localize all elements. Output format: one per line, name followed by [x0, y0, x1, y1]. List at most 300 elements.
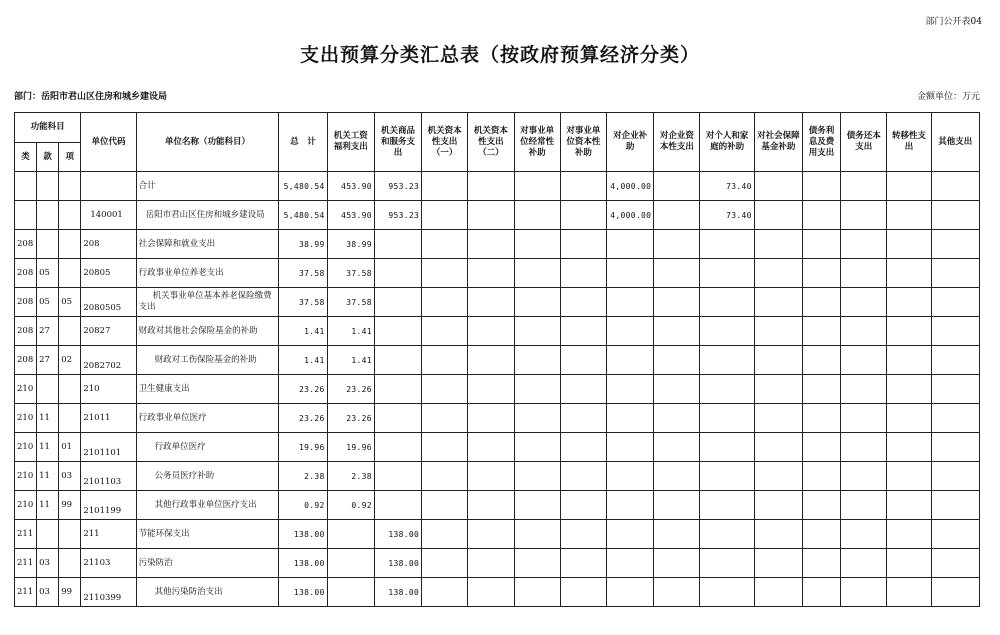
- cell-household-subsidy: [700, 375, 754, 404]
- cell-household-subsidy: [700, 230, 754, 259]
- cell-kuan: 11: [37, 404, 59, 433]
- cell-goods-services: [374, 259, 421, 288]
- cell-unit-code: 2101101: [81, 433, 136, 462]
- table-row: [15, 288, 980, 317]
- cell-empty: [422, 462, 468, 491]
- cell-lei: [15, 172, 37, 201]
- cell-empty: [931, 346, 979, 375]
- cell-xiang: 05: [59, 288, 81, 317]
- cell-kuan: [37, 375, 59, 404]
- table-row: [15, 462, 980, 491]
- cell-empty: [514, 404, 560, 433]
- cell-empty: [560, 578, 606, 607]
- cell-kuan: 27: [37, 317, 59, 346]
- table-row: [15, 578, 980, 607]
- cell-total: 38.99: [279, 230, 327, 259]
- cell-wage-welfare: 453.90: [327, 172, 374, 201]
- cell-empty: [422, 172, 468, 201]
- cell-wage-welfare: 453.90: [327, 201, 374, 230]
- cell-empty: [422, 404, 468, 433]
- table-row: [15, 259, 980, 288]
- cell-empty: [422, 491, 468, 520]
- cell-empty: [931, 433, 979, 462]
- cell-empty: [654, 462, 700, 491]
- cell-kuan: 27: [37, 346, 59, 375]
- cell-enterprise-subsidy: [607, 404, 654, 433]
- amount-unit-label: 金额单位：万元: [916, 92, 980, 102]
- cell-household-subsidy: 73.40: [700, 172, 754, 201]
- cell-total: 1.41: [279, 346, 327, 375]
- cell-empty: [931, 549, 979, 578]
- cell-empty: [514, 317, 560, 346]
- cell-unit-code: 2101199: [81, 491, 136, 520]
- header-lei: 类: [15, 143, 37, 172]
- cell-empty: [887, 172, 931, 201]
- cell-empty: [422, 549, 468, 578]
- table-row: [15, 172, 980, 201]
- cell-empty: [654, 491, 700, 520]
- cell-enterprise-subsidy: [607, 520, 654, 549]
- cell-enterprise-subsidy: [607, 375, 654, 404]
- cell-empty: [841, 346, 887, 375]
- cell-empty: [754, 375, 802, 404]
- cell-lei: 208: [15, 259, 37, 288]
- cell-unit-name: 财政对工伤保险基金的补助: [136, 346, 279, 375]
- cell-unit-code: 211: [81, 520, 136, 549]
- form-number: 部门公开表04: [925, 17, 982, 27]
- table-row: [15, 346, 980, 375]
- cell-household-subsidy: [700, 578, 754, 607]
- cell-goods-services: 953.23: [374, 172, 421, 201]
- cell-goods-services: [374, 491, 421, 520]
- cell-empty: [754, 433, 802, 462]
- cell-kuan: 11: [37, 491, 59, 520]
- cell-total: 138.00: [279, 520, 327, 549]
- cell-total: 37.58: [279, 288, 327, 317]
- cell-xiang: 03: [59, 462, 81, 491]
- cell-wage-welfare: 37.58: [327, 288, 374, 317]
- cell-empty: [422, 201, 468, 230]
- cell-household-subsidy: [700, 433, 754, 462]
- table-row: [15, 230, 980, 259]
- cell-empty: [887, 201, 931, 230]
- cell-empty: [887, 375, 931, 404]
- cell-lei: 208: [15, 230, 37, 259]
- cell-kuan: 05: [37, 288, 59, 317]
- cell-unit-code: 2101103: [81, 462, 136, 491]
- cell-unit-code: 2110399: [81, 578, 136, 607]
- cell-goods-services: 138.00: [374, 520, 421, 549]
- cell-empty: [887, 230, 931, 259]
- cell-unit-name: 公务员医疗补助: [136, 462, 279, 491]
- cell-xiang: [59, 201, 81, 230]
- cell-total: 138.00: [279, 549, 327, 578]
- table-row: [15, 404, 980, 433]
- cell-empty: [802, 288, 840, 317]
- cell-empty: [841, 172, 887, 201]
- cell-household-subsidy: [700, 520, 754, 549]
- cell-empty: [754, 491, 802, 520]
- cell-empty: [754, 259, 802, 288]
- cell-empty: [654, 230, 700, 259]
- cell-empty: [841, 578, 887, 607]
- cell-household-subsidy: [700, 288, 754, 317]
- cell-unit-name: 其他行政事业单位医疗支出: [136, 491, 279, 520]
- cell-enterprise-subsidy: 4,000.00: [607, 201, 654, 230]
- cell-household-subsidy: [700, 549, 754, 578]
- cell-total: 138.00: [279, 578, 327, 607]
- cell-lei: 210: [15, 433, 37, 462]
- cell-empty: [468, 288, 514, 317]
- cell-total: 37.58: [279, 259, 327, 288]
- cell-unit-code: 140001: [81, 201, 136, 230]
- cell-empty: [887, 346, 931, 375]
- header-kuan: 款: [37, 143, 59, 172]
- cell-wage-welfare: 23.26: [327, 404, 374, 433]
- cell-empty: [931, 317, 979, 346]
- cell-empty: [887, 317, 931, 346]
- cell-empty: [841, 549, 887, 578]
- cell-unit-code: 208: [81, 230, 136, 259]
- table-row: [15, 375, 980, 404]
- cell-xiang: 99: [59, 491, 81, 520]
- cell-lei: 211: [15, 520, 37, 549]
- cell-empty: [654, 172, 700, 201]
- cell-lei: 208: [15, 317, 37, 346]
- cell-empty: [560, 549, 606, 578]
- cell-wage-welfare: [327, 520, 374, 549]
- cell-unit-name: 卫生健康支出: [136, 375, 279, 404]
- cell-household-subsidy: 73.40: [700, 201, 754, 230]
- cell-empty: [841, 433, 887, 462]
- cell-enterprise-subsidy: [607, 346, 654, 375]
- cell-household-subsidy: [700, 462, 754, 491]
- cell-kuan: 11: [37, 462, 59, 491]
- cell-kuan: [37, 201, 59, 230]
- cell-empty: [560, 259, 606, 288]
- header-col: 对事业单位资本性补助: [560, 113, 606, 172]
- cell-xiang: [59, 230, 81, 259]
- header-col: 其他支出: [931, 113, 979, 172]
- cell-empty: [841, 520, 887, 549]
- cell-unit-name: 行政事业单位养老支出: [136, 259, 279, 288]
- cell-household-subsidy: [700, 404, 754, 433]
- cell-kuan: 03: [37, 578, 59, 607]
- cell-empty: [754, 201, 802, 230]
- cell-total: 1.41: [279, 317, 327, 346]
- table-row: [15, 520, 980, 549]
- cell-empty: [931, 259, 979, 288]
- cell-empty: [468, 462, 514, 491]
- cell-enterprise-subsidy: [607, 317, 654, 346]
- header-total: 总 计: [279, 113, 327, 172]
- cell-lei: [15, 201, 37, 230]
- cell-empty: [514, 491, 560, 520]
- cell-empty: [654, 520, 700, 549]
- cell-enterprise-subsidy: [607, 230, 654, 259]
- cell-empty: [931, 462, 979, 491]
- cell-empty: [887, 404, 931, 433]
- cell-empty: [654, 346, 700, 375]
- cell-unit-code: 20805: [81, 259, 136, 288]
- cell-wage-welfare: 37.58: [327, 259, 374, 288]
- cell-empty: [841, 230, 887, 259]
- cell-wage-welfare: 23.26: [327, 375, 374, 404]
- cell-xiang: [59, 259, 81, 288]
- cell-goods-services: [374, 346, 421, 375]
- cell-empty: [560, 172, 606, 201]
- cell-wage-welfare: [327, 578, 374, 607]
- header-unit-code: 单位代码: [81, 113, 136, 172]
- cell-empty: [754, 230, 802, 259]
- cell-xiang: [59, 404, 81, 433]
- cell-empty: [514, 346, 560, 375]
- cell-unit-name: 合计: [136, 172, 279, 201]
- cell-lei: 210: [15, 491, 37, 520]
- cell-empty: [931, 578, 979, 607]
- cell-empty: [654, 404, 700, 433]
- cell-unit-name: 机关事业单位基本养老保险缴费支出: [136, 288, 279, 317]
- cell-total: 23.26: [279, 375, 327, 404]
- cell-empty: [802, 259, 840, 288]
- cell-empty: [560, 491, 606, 520]
- cell-empty: [754, 288, 802, 317]
- cell-kuan: 03: [37, 549, 59, 578]
- cell-xiang: 02: [59, 346, 81, 375]
- cell-empty: [560, 520, 606, 549]
- cell-empty: [802, 375, 840, 404]
- cell-wage-welfare: 1.41: [327, 346, 374, 375]
- cell-lei: 208: [15, 346, 37, 375]
- cell-empty: [654, 288, 700, 317]
- cell-empty: [654, 433, 700, 462]
- cell-empty: [468, 404, 514, 433]
- header-col: 对企业补助: [607, 113, 654, 172]
- cell-empty: [560, 230, 606, 259]
- cell-unit-name: 其他污染防治支出: [136, 578, 279, 607]
- cell-empty: [468, 491, 514, 520]
- expenditure-table: [14, 112, 980, 607]
- cell-empty: [422, 259, 468, 288]
- cell-empty: [887, 259, 931, 288]
- cell-goods-services: [374, 288, 421, 317]
- header-col: 对企业资本性支出: [654, 113, 700, 172]
- cell-empty: [841, 201, 887, 230]
- cell-empty: [422, 520, 468, 549]
- cell-empty: [560, 317, 606, 346]
- cell-empty: [887, 433, 931, 462]
- cell-empty: [887, 520, 931, 549]
- cell-empty: [931, 520, 979, 549]
- cell-empty: [468, 201, 514, 230]
- cell-empty: [422, 288, 468, 317]
- cell-total: 23.26: [279, 404, 327, 433]
- cell-enterprise-subsidy: 4,000.00: [607, 172, 654, 201]
- cell-empty: [841, 375, 887, 404]
- cell-empty: [422, 346, 468, 375]
- cell-unit-name: 行政事业单位医疗: [136, 404, 279, 433]
- cell-household-subsidy: [700, 317, 754, 346]
- cell-xiang: 99: [59, 578, 81, 607]
- cell-empty: [931, 404, 979, 433]
- cell-total: 2.38: [279, 462, 327, 491]
- cell-empty: [887, 462, 931, 491]
- cell-lei: 208: [15, 288, 37, 317]
- header-unit-name: 单位名称（功能科目）: [136, 113, 279, 172]
- cell-empty: [887, 491, 931, 520]
- cell-goods-services: 138.00: [374, 549, 421, 578]
- cell-enterprise-subsidy: [607, 288, 654, 317]
- cell-empty: [514, 201, 560, 230]
- cell-lei: 210: [15, 375, 37, 404]
- cell-empty: [514, 288, 560, 317]
- cell-empty: [514, 462, 560, 491]
- cell-empty: [802, 433, 840, 462]
- cell-unit-name: 岳阳市君山区住房和城乡建设局: [136, 201, 279, 230]
- table-row: [15, 317, 980, 346]
- cell-empty: [887, 288, 931, 317]
- cell-empty: [931, 491, 979, 520]
- header-col: 债务还本支出: [841, 113, 887, 172]
- cell-empty: [841, 404, 887, 433]
- cell-unit-code: 20827: [81, 317, 136, 346]
- cell-kuan: [37, 520, 59, 549]
- cell-empty: [802, 462, 840, 491]
- cell-goods-services: 953.23: [374, 201, 421, 230]
- cell-household-subsidy: [700, 346, 754, 375]
- cell-empty: [468, 549, 514, 578]
- cell-lei: 211: [15, 578, 37, 607]
- cell-goods-services: [374, 375, 421, 404]
- cell-total: 5,480.54: [279, 201, 327, 230]
- cell-empty: [514, 230, 560, 259]
- cell-empty: [654, 549, 700, 578]
- cell-empty: [931, 288, 979, 317]
- cell-empty: [468, 317, 514, 346]
- cell-enterprise-subsidy: [607, 462, 654, 491]
- cell-total: 0.92: [279, 491, 327, 520]
- cell-empty: [560, 288, 606, 317]
- cell-empty: [754, 172, 802, 201]
- header-col: 对社会保障基金补助: [754, 113, 802, 172]
- cell-empty: [468, 259, 514, 288]
- cell-empty: [802, 172, 840, 201]
- cell-enterprise-subsidy: [607, 549, 654, 578]
- cell-kuan: 05: [37, 259, 59, 288]
- cell-empty: [514, 172, 560, 201]
- cell-empty: [754, 520, 802, 549]
- cell-empty: [841, 259, 887, 288]
- cell-wage-welfare: [327, 549, 374, 578]
- cell-empty: [841, 288, 887, 317]
- header-col: 对事业单位经常性补助: [514, 113, 560, 172]
- cell-unit-code: 2080505: [81, 288, 136, 317]
- cell-empty: [802, 230, 840, 259]
- cell-empty: [560, 375, 606, 404]
- department-label: 部门：岳阳市君山区住房和城乡建设局: [14, 92, 168, 102]
- cell-empty: [931, 230, 979, 259]
- header-col: 机关商品和服务支出: [374, 113, 421, 172]
- cell-kuan: [37, 230, 59, 259]
- cell-empty: [560, 404, 606, 433]
- header-col: 机关资本性支出（二）: [468, 113, 514, 172]
- cell-empty: [468, 520, 514, 549]
- cell-empty: [654, 201, 700, 230]
- cell-enterprise-subsidy: [607, 578, 654, 607]
- cell-enterprise-subsidy: [607, 491, 654, 520]
- cell-empty: [422, 230, 468, 259]
- header-func-subject: 功能科目: [15, 113, 81, 143]
- cell-unit-name: 污染防治: [136, 549, 279, 578]
- cell-empty: [514, 578, 560, 607]
- table-row: [15, 491, 980, 520]
- cell-kuan: 11: [37, 433, 59, 462]
- cell-empty: [468, 433, 514, 462]
- cell-empty: [931, 172, 979, 201]
- cell-unit-code: 21103: [81, 549, 136, 578]
- cell-goods-services: 138.00: [374, 578, 421, 607]
- table-row: [15, 549, 980, 578]
- cell-goods-services: [374, 404, 421, 433]
- cell-goods-services: [374, 433, 421, 462]
- cell-household-subsidy: [700, 491, 754, 520]
- cell-empty: [841, 491, 887, 520]
- cell-empty: [514, 375, 560, 404]
- cell-empty: [841, 462, 887, 491]
- cell-goods-services: [374, 317, 421, 346]
- cell-empty: [514, 549, 560, 578]
- cell-empty: [802, 549, 840, 578]
- header-col: 对个人和家庭的补助: [700, 113, 754, 172]
- cell-kuan: [37, 172, 59, 201]
- cell-empty: [422, 317, 468, 346]
- cell-empty: [514, 433, 560, 462]
- cell-unit-name: 节能环保支出: [136, 520, 279, 549]
- header-col: 机关工资福利支出: [327, 113, 374, 172]
- cell-total: 5,480.54: [279, 172, 327, 201]
- cell-xiang: [59, 549, 81, 578]
- cell-empty: [754, 346, 802, 375]
- cell-wage-welfare: 38.99: [327, 230, 374, 259]
- cell-empty: [931, 375, 979, 404]
- cell-empty: [514, 520, 560, 549]
- cell-enterprise-subsidy: [607, 433, 654, 462]
- cell-empty: [560, 462, 606, 491]
- cell-empty: [514, 259, 560, 288]
- cell-empty: [802, 578, 840, 607]
- cell-empty: [802, 520, 840, 549]
- cell-empty: [754, 578, 802, 607]
- cell-wage-welfare: 19.96: [327, 433, 374, 462]
- cell-empty: [422, 375, 468, 404]
- cell-unit-name: 行政单位医疗: [136, 433, 279, 462]
- cell-unit-code: [81, 172, 136, 201]
- cell-empty: [654, 317, 700, 346]
- cell-xiang: [59, 317, 81, 346]
- cell-xiang: [59, 375, 81, 404]
- cell-unit-name: 社会保障和就业支出: [136, 230, 279, 259]
- cell-lei: 210: [15, 462, 37, 491]
- cell-goods-services: [374, 230, 421, 259]
- cell-wage-welfare: 1.41: [327, 317, 374, 346]
- cell-household-subsidy: [700, 259, 754, 288]
- cell-empty: [560, 201, 606, 230]
- cell-lei: 211: [15, 549, 37, 578]
- cell-wage-welfare: 0.92: [327, 491, 374, 520]
- cell-empty: [468, 578, 514, 607]
- cell-empty: [654, 259, 700, 288]
- cell-enterprise-subsidy: [607, 259, 654, 288]
